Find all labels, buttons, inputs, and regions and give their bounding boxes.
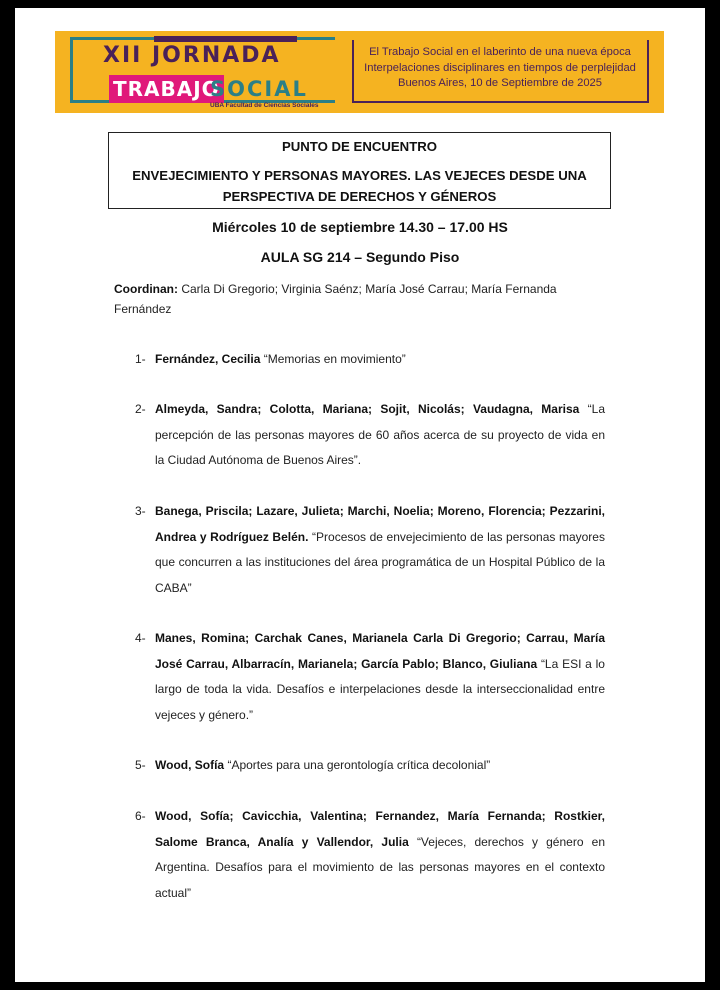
- item-title: “La ESI a lo largo de toda la vida. Desafíos e interpelaciones desde la interseccionalidad entre vejeces y género.”: [155, 656, 605, 722]
- session-kicker: PUNTO DE ENCUENTRO: [281, 139, 438, 154]
- item-number: 4-: [135, 631, 146, 645]
- coordinators: [114, 279, 584, 319]
- session-title-line: PERSPECTIVA DE DERECHOS Y GÉNEROS: [222, 189, 497, 204]
- session-title: [109, 165, 610, 207]
- session-room: AULA SG 214 – Segundo Piso: [260, 249, 460, 265]
- event-title: XII JORNADA: [103, 43, 281, 68]
- institution-label: UBA Facultad de Ciencias Sociales: [210, 102, 319, 109]
- item-text: [155, 804, 605, 906]
- item-text: [155, 626, 605, 728]
- item-authors: Almeyda, Sandra; Colotta, Mariana; Sojit, Nicolás; Vaudagna, Marisa: [155, 402, 580, 416]
- item-number: 1-: [135, 352, 146, 366]
- event-banner: [55, 31, 664, 113]
- item-title: “Procesos de envejecimiento de las personas mayores que concurren a las instituciones del área programática de un Hospital Público de la CABA”: [155, 529, 605, 595]
- item-title: “La percepción de las personas mayores de 60 años acerca de su proyecto de vida en la Ciudad Autónoma de Buenos Aires”.: [155, 402, 605, 467]
- document-page: [15, 8, 705, 982]
- item-number: 6-: [135, 809, 146, 823]
- session-title-line: ENVEJECIMIENTO Y PERSONAS MAYORES. LAS VEJECES DESDE UNA: [132, 168, 587, 183]
- session-header: [108, 132, 611, 209]
- item-text: [155, 753, 605, 779]
- tagline-line: Interpelaciones disciplinares en tiempos de perplejidad: [364, 61, 636, 74]
- banner-accent-bar: [154, 36, 297, 42]
- session-schedule: Miércoles 10 de septiembre 14.30 – 17.00 HS: [212, 219, 508, 235]
- item-authors: Wood, Sofía; Cavicchia, Valentina; Fernandez, María Fernanda; Rostkier, Salome Branca, Analía y Vallendor, Julia: [155, 809, 605, 849]
- coordinators-names: Carla Di Gregorio; Virginia Saénz; María José Carrau; María Fernanda Fernández: [114, 282, 557, 316]
- event-word-social: SOCIAL: [210, 77, 308, 101]
- item-authors: Banega, Priscila; Lazare, Julieta; Marchi, Noelia; Moreno, Florencia; Pezzarini, Andrea y Rodríguez Belén.: [155, 504, 605, 544]
- event-word-trabajo: TRABAJO: [109, 75, 224, 103]
- item-title: “Vejeces, derechos y género en Argentina. Desafíos para el movimiento de las personas mayores en el contexto actual”: [155, 834, 606, 900]
- item-title: “Memorias en movimiento”: [260, 352, 406, 366]
- item-title: “Aportes para una gerontología crítica decolonial”: [224, 758, 491, 772]
- coordinators-label: Coordinan:: [114, 282, 178, 296]
- tagline-line: El Trabajo Social en el laberinto de una nueva época: [369, 46, 631, 58]
- item-authors: Wood, Sofía: [155, 758, 225, 772]
- item-number: 3-: [135, 504, 146, 518]
- item-text: [155, 397, 605, 474]
- item-authors: Manes, Romina; Carchak Canes, Marianela Carla Di Gregorio; Carrau, María José Carrau, Albarracín, Marianela; García Pablo; Blanco, Giuliana: [155, 631, 605, 671]
- item-text: [155, 499, 605, 601]
- item-number: 2-: [135, 402, 146, 416]
- event-tagline: [355, 45, 645, 92]
- item-authors: Fernández, Cecilia: [155, 352, 261, 366]
- item-number: 5-: [135, 758, 146, 772]
- item-text: [155, 347, 605, 373]
- tagline-line: Buenos Aires, 10 de Septiembre de 2025: [397, 77, 602, 89]
